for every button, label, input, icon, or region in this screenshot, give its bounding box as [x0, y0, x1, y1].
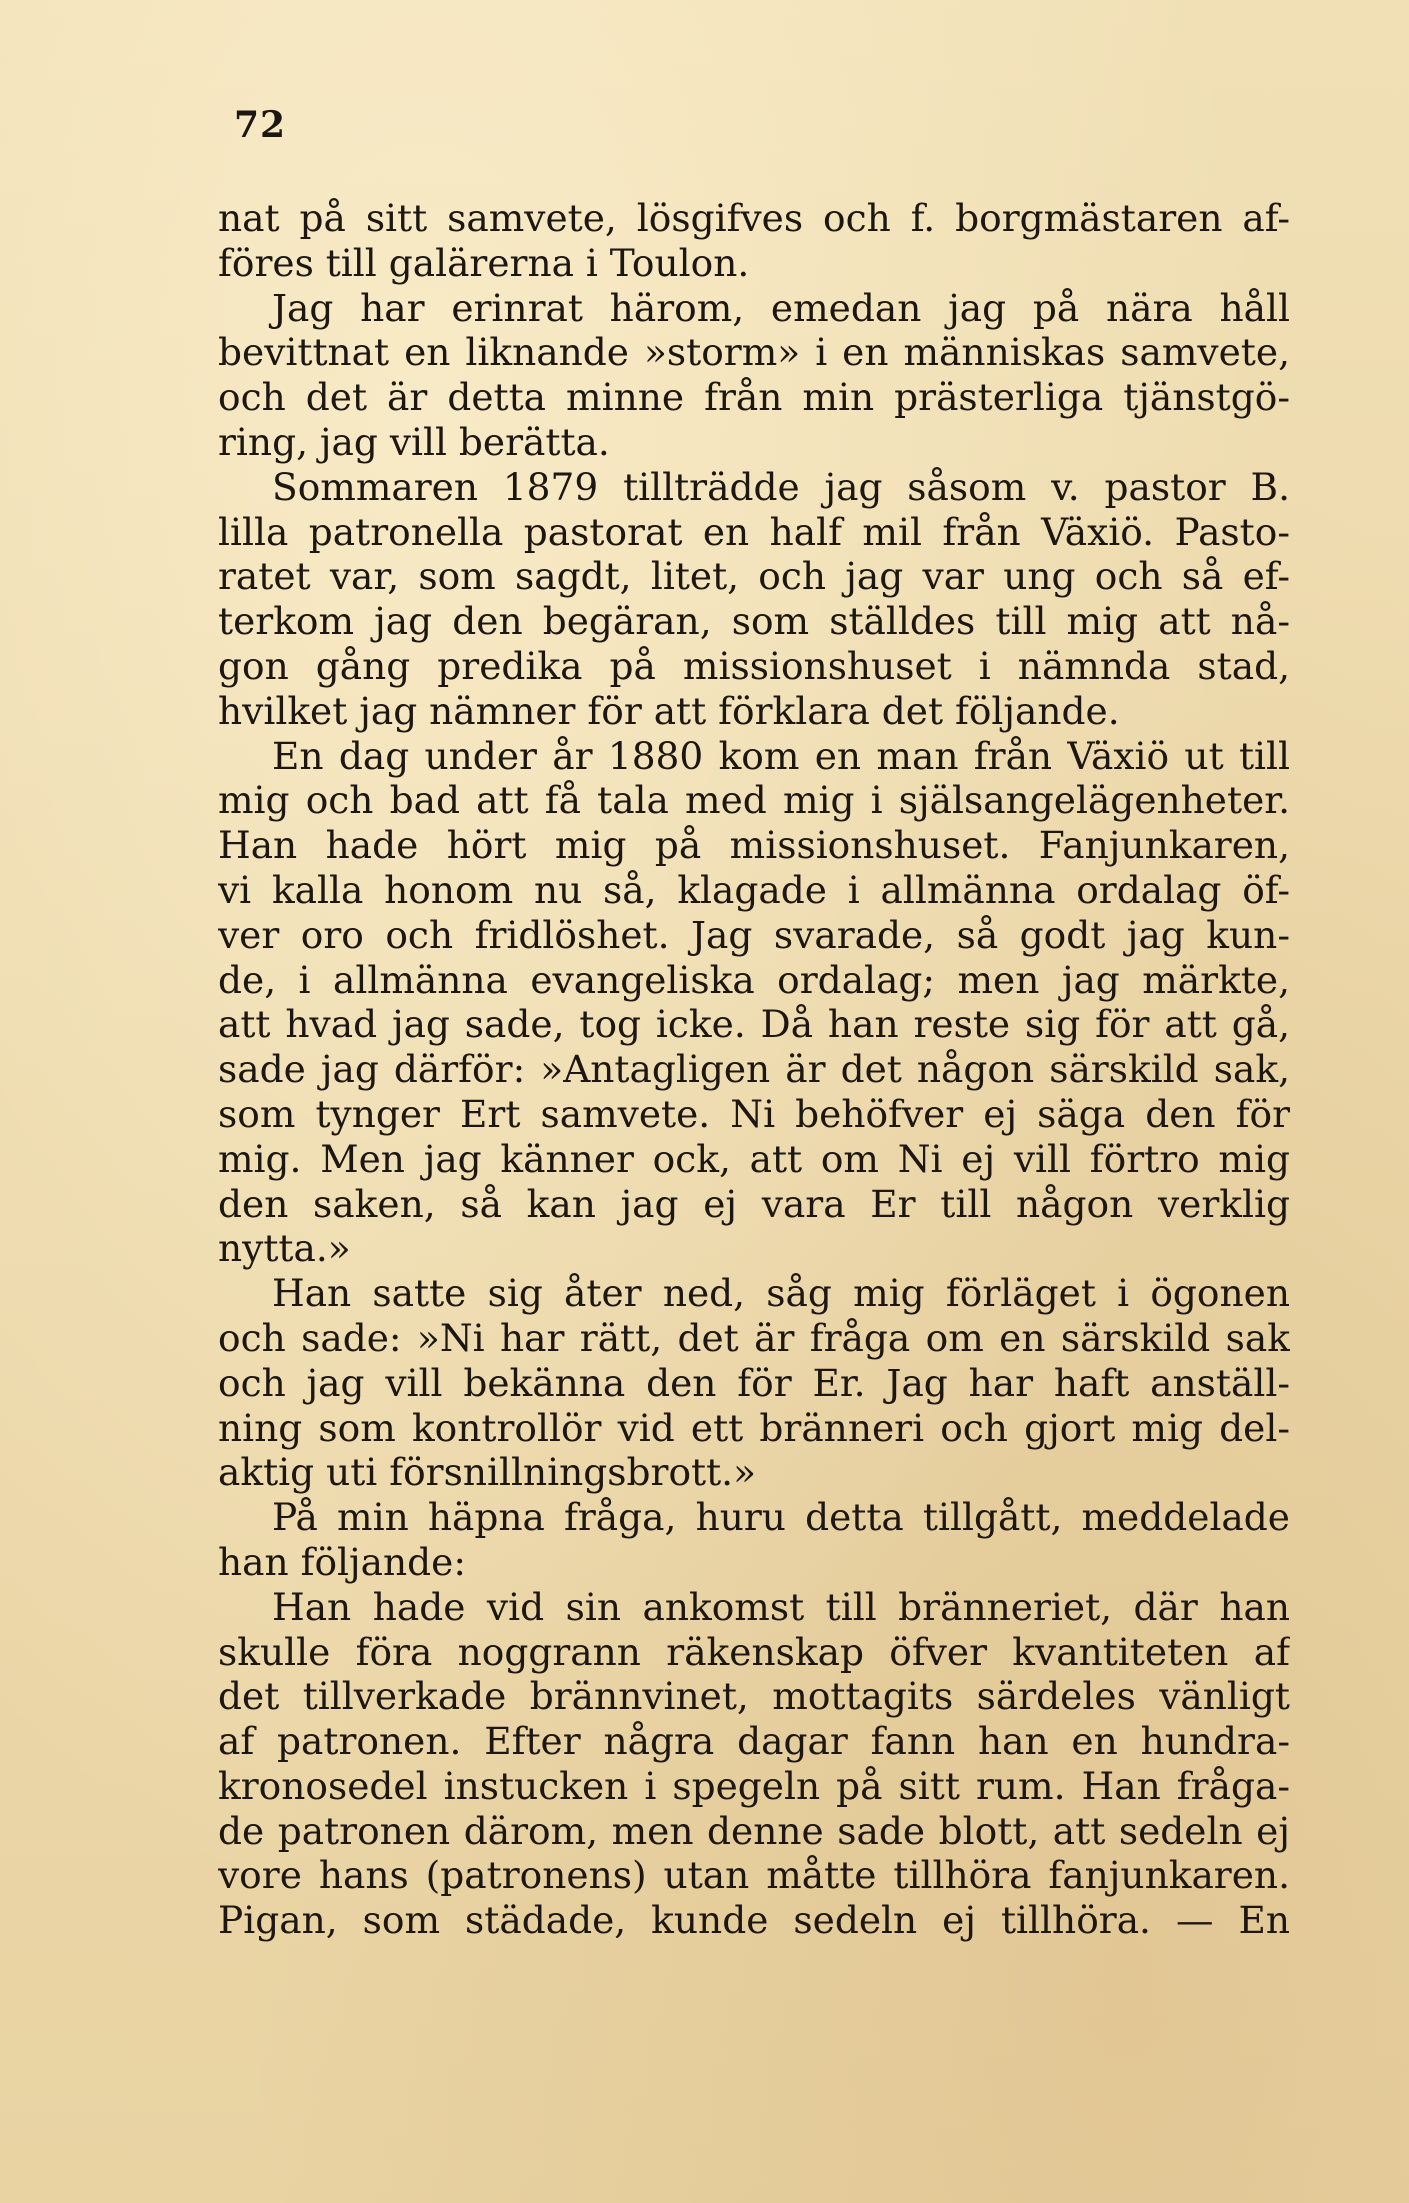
text-line: nat på sitt samvete, lösgifves och f. borgmästaren af- [218, 196, 1290, 240]
text-line: han följande: [218, 1539, 466, 1584]
page-number: 72 [234, 104, 287, 146]
text-line: mig. Men jag känner ock, att om Ni ej vill förtro mig [218, 1136, 1290, 1181]
text-line: kronosedel instucken i spegeln på sitt rum. Han fråga- [218, 1763, 1290, 1808]
text-line: aktig uti försnillningsbrott.» [218, 1450, 757, 1495]
text-line: Han hade vid sin ankomst till bränneriet, där han [272, 1584, 1290, 1629]
text-line: Jag har erinrat härom, emedan jag på nära håll [272, 285, 1290, 330]
text-line: föres till galärerna i Toulon. [218, 240, 750, 285]
text-line: af patronen. Efter några dagar fann han en hundra- [218, 1719, 1290, 1764]
text-line: de, i allmänna evangeliska ordalag; men jag märkte, [218, 957, 1290, 1002]
text-line: hvilket jag nämner för att förklara det följande. [218, 688, 1120, 733]
text-line: som tynger Ert samvete. Ni behöfver ej säga den för [218, 1091, 1290, 1136]
text-line: gon gång predika på missionshuset i nämnda stad, [218, 643, 1290, 688]
text-line: nytta.» [218, 1226, 351, 1271]
text-line: terkom jag den begäran, som ställdes till mig att nå- [218, 599, 1290, 644]
text-line: den saken, så kan jag ej vara Er till någon verklig [218, 1181, 1290, 1226]
text-line: lilla patronella pastorat en half mil från Växiö. Pasto- [218, 509, 1290, 554]
text-line: Han hade hört mig på missionshuset. Fanjunkaren, [218, 823, 1290, 868]
text-line: ratet var, som sagdt, litet, och jag var ung och så ef- [218, 554, 1290, 599]
text-line: ring, jag vill berätta. [218, 419, 610, 464]
text-line: vi kalla honom nu så, klagade i allmänna ordalag öf- [218, 867, 1290, 912]
text-line: skulle föra noggrann räkenskap öfver kvantiteten af [218, 1629, 1290, 1674]
text-line: och sade: »Ni har rätt, det är fråga om en särskild sak [218, 1315, 1290, 1360]
text-line: bevittnat en liknande »storm» i en människas samvete, [218, 330, 1290, 375]
text-line: de patronen därom, men denne sade blott, att sedeln ej [218, 1808, 1290, 1853]
text-line: Han satte sig åter ned, såg mig förläget i ögonen [272, 1271, 1290, 1316]
text-line: mig och bad att få tala med mig i själsangelägenheter. [218, 778, 1290, 823]
text-line: att hvad jag sade, tog icke. Då han reste sig för att gå, [218, 1002, 1290, 1047]
text-line: Sommaren 1879 tillträdde jag såsom v. pastor B. [272, 464, 1290, 509]
text-line: det tillverkade brännvinet, mottagits särdeles vänligt [218, 1674, 1290, 1719]
text-line: En dag under år 1880 kom en man från Växiö ut till [272, 733, 1290, 778]
text-line: och jag vill bekänna den för Er. Jag har haft anställ- [218, 1360, 1290, 1405]
text-line: och det är detta minne från min prästerliga tjänstgö- [218, 375, 1290, 420]
text-line: ver oro och fridlöshet. Jag svarade, så godt jag kun- [218, 912, 1290, 957]
text-line: vore hans (patronens) utan måtte tillhöra fanjunkaren. [218, 1853, 1290, 1898]
text-line: Pigan, som städade, kunde sedeln ej tillhöra. — En [218, 1898, 1290, 1943]
text-line: ning som kontrollör vid ett bränneri och gjort mig del- [218, 1405, 1290, 1450]
text-line: På min häpna fråga, huru detta tillgått, meddelade [272, 1495, 1290, 1540]
body-text [218, 196, 1290, 1943]
text-line: sade jag därför: »Antagligen är det någon särskild sak, [218, 1047, 1290, 1092]
